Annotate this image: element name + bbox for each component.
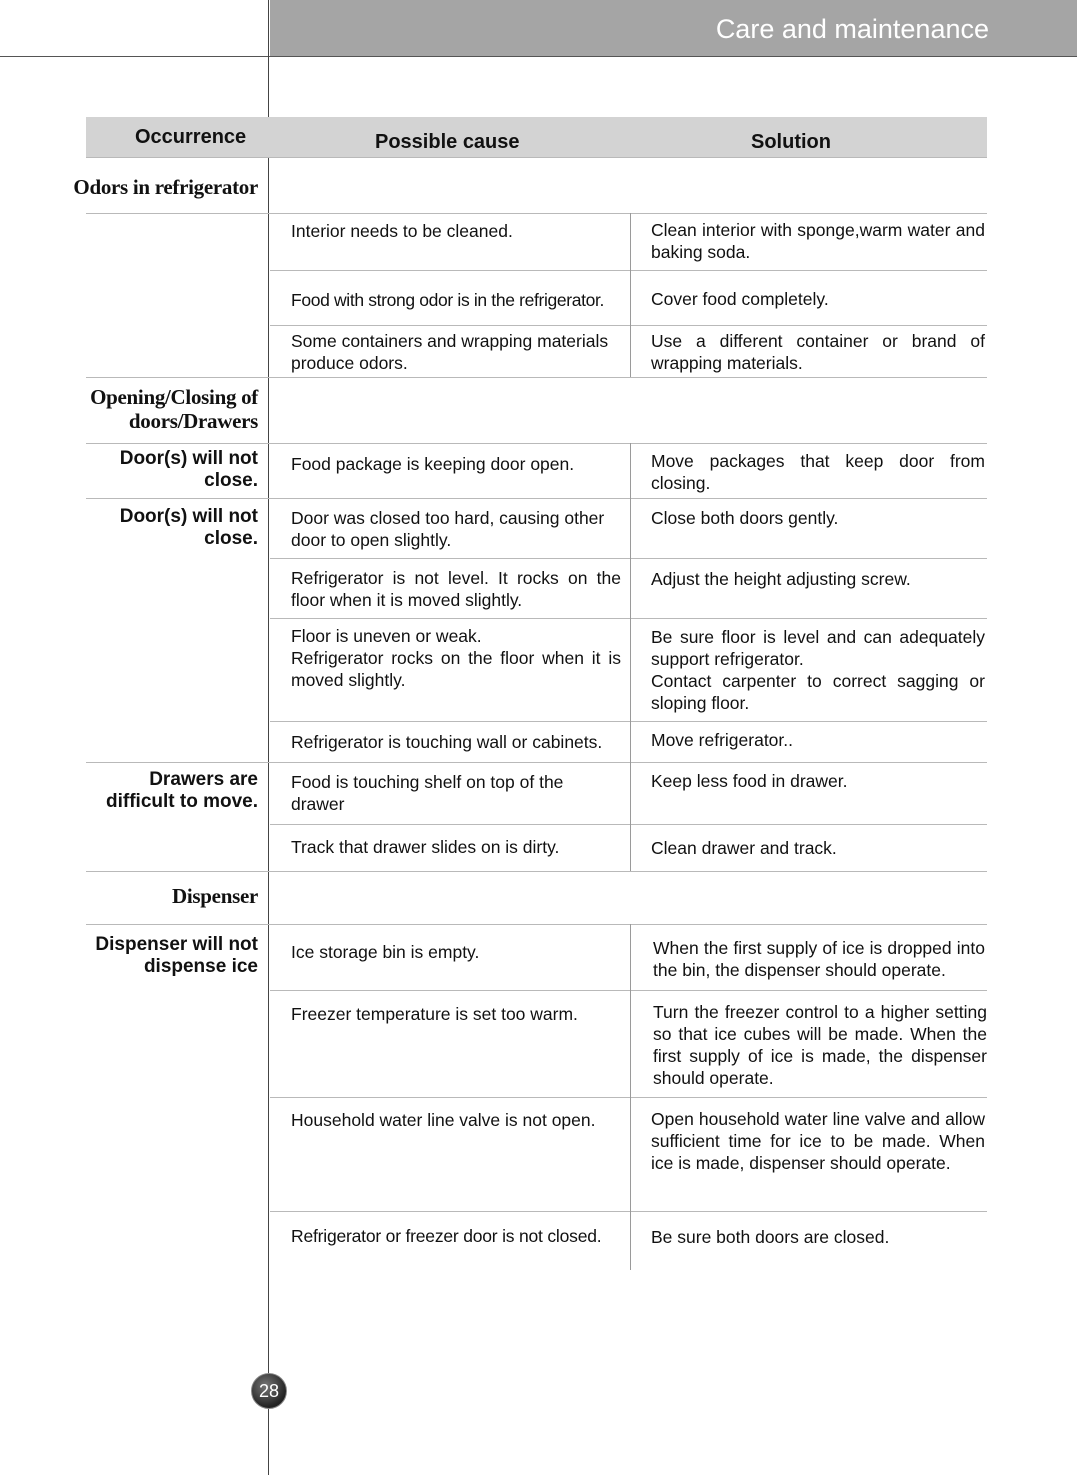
solution-cell: Clean interior with sponge,warm water and baking soda. [651,220,985,262]
table-rule [86,157,987,158]
cause-cell: Floor is uneven or weak. Refrigerator rocks on the floor when it is moved slightly. [291,626,621,690]
solution-cell: Close both doors gently. [651,508,839,528]
cause-cell: Refrigerator is touching wall or cabinets. [291,732,603,752]
cause-cell: Some containers and wrapping materials produce odors. [291,331,609,373]
occurrence-label: Drawers are difficult to move. [106,769,258,812]
table-rule [86,443,987,444]
occurrence-label: Door(s) will not close. [119,448,258,491]
header-divider [0,56,1077,57]
table-rule [270,1097,987,1098]
column-rule [630,213,631,377]
column-rule [630,924,631,1270]
solution-cell: Be sure both doors are closed. [651,1227,890,1247]
table-rule [270,721,987,722]
cause-cell: Food is touching shelf on top of the drawer [291,772,564,814]
cause-cell: Interior needs to be cleaned. [291,221,513,241]
solution-cell: Keep less food in drawer. [651,771,848,791]
solution-cell: Clean drawer and track. [651,838,837,858]
table-rule [270,824,987,825]
section-heading-odors: Odors in refrigerator [73,175,258,199]
column-header-solution: Solution [751,131,831,153]
cause-cell: Household water line valve is not open. [291,1110,596,1130]
column-rule [630,443,631,871]
solution-cell: Use a different container or brand of wrapping materials. [651,331,985,373]
cause-cell: Food package is keeping door open. [291,454,575,474]
table-rule [86,924,987,925]
table-rule [86,871,987,872]
section-heading-opening: Opening/Closing of doors/Drawers [90,385,258,433]
solution-cell: Turn the freezer control to a higher setting so that ice cubes will be made. When the first supply of ice is made, the dispenser should operate. [653,1002,987,1088]
occurrence-label: Dispenser will not dispense ice [95,934,258,977]
column-header-occurrence: Occurrence [135,126,247,148]
solution-cell: Adjust the height adjusting screw. [651,569,911,589]
solution-cell: Move refrigerator.. [651,730,793,750]
column-header-cause: Possible cause [375,131,520,153]
occurrence-label: Door(s) will not close. [119,506,258,549]
cause-cell: Refrigerator is not level. It rocks on the floor when it is moved slightly. [291,568,621,610]
table-rule [86,377,987,378]
solution-cell: When the first supply of ice is dropped into the bin, the dispenser should operate. [653,938,985,980]
cause-cell: Refrigerator or freezer door is not closed. [291,1226,602,1246]
page-title: Care and maintenance [715,14,989,44]
table-rule [86,498,987,499]
table-rule [270,1211,987,1212]
solution-cell: Be sure floor is level and can adequately support refrigerator. Contact carpenter to correct sagging or sloping floor. [651,627,985,713]
section-heading-dispenser: Dispenser [172,884,258,908]
solution-cell: Open household water line valve and allow sufficient time for ice to be made. When ice is made, dispenser should operate. [651,1109,985,1173]
cause-cell: Freezer temperature is set too warm. [291,1004,578,1024]
table-rule [86,213,987,214]
solution-cell: Cover food completely. [651,289,829,309]
table-rule [270,325,987,326]
cause-cell: Food with strong odor is in the refrigerator. [291,290,605,310]
table-rule [270,558,987,559]
cause-cell: Ice storage bin is empty. [291,942,480,962]
cause-cell: Track that drawer slides on is dirty. [291,837,560,857]
margin-rule [268,0,269,1475]
table-rule [270,270,987,271]
table-rule [270,990,987,991]
table-rule [270,618,987,619]
page-number: 28 [251,1373,287,1409]
cause-cell: Door was closed too hard, causing other door to open slightly. [291,508,605,550]
solution-cell: Move packages that keep door from closing. [651,451,985,493]
table-rule [86,762,987,763]
